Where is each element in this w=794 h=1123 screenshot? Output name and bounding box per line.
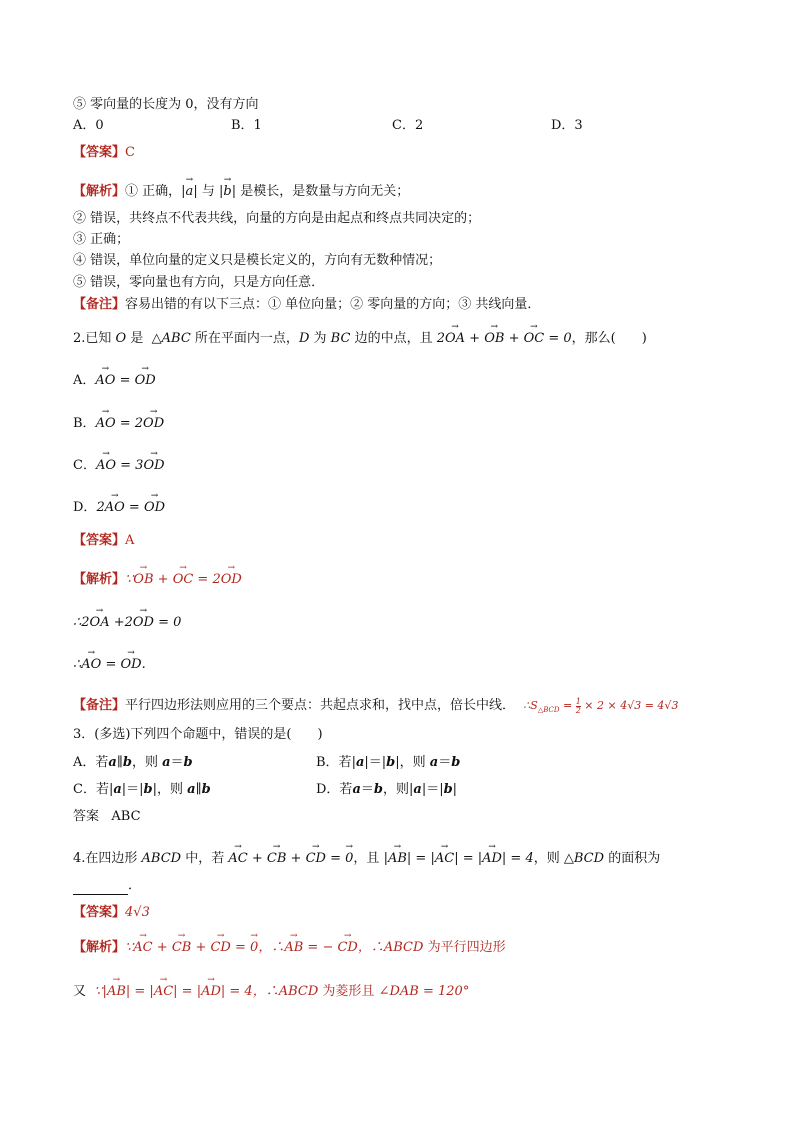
q2-option-d: D．2→ AO = → OD: [73, 499, 165, 517]
q1-option-b: B．1: [231, 118, 262, 133]
q1-analysis-line5: ⑤ 错误，零向量也有方向，只是方向任意．: [73, 275, 325, 290]
q3-option-b: B．若|a|＝|b|，则 a＝b: [316, 755, 461, 770]
q3-stem: 3．(多选)下列四个命题中，错误的是( ): [73, 727, 323, 742]
stem-text: ，那么( ): [571, 331, 647, 346]
area-formula: $\therefore S_{\triangle BCD}$ = $\frac{1}{2}$ × 2 × 4√3 = 4√3: [523, 696, 679, 715]
q1-analysis-line3: ③ 正确；: [73, 232, 130, 247]
option-label: A．若: [73, 755, 109, 770]
q2-analysis-line2: ∴2→ OA +2→ OD = 0: [73, 614, 181, 632]
q4-answer-blank: ．: [73, 877, 141, 895]
note-tag: 【备注】: [73, 698, 126, 713]
stem-text: 为: [313, 331, 327, 346]
stem-text: 4.在四边形: [73, 851, 138, 866]
q2-option-c: C．→ AO = 3→ OD: [73, 457, 165, 475]
analysis-tag: 【解析】: [73, 184, 126, 199]
option-label: B．若: [316, 755, 352, 770]
q4-analysis-line2: 又 ∵|→ AB| = |→ AC| = |→ AD| = 4，∴ABCD 为菱形且 ∠DAB = 120°: [73, 983, 469, 1001]
option-label: A．: [73, 373, 96, 388]
analysis-tag: 【解析】: [73, 940, 126, 955]
q2-analysis-line3: ∴→ AO = → OD.: [73, 656, 146, 674]
q3-option-a: A．若a∥b，则 a＝b: [73, 755, 193, 770]
q4-answer: [73, 904, 150, 922]
stem-text: 所在平面内一点，: [194, 331, 299, 346]
stem-text: 的面积为: [608, 851, 661, 866]
math-triangle-abc: △ABC: [151, 331, 191, 346]
stem-text: ，且: [353, 851, 380, 866]
math-vector-equation: 2→ OA + → OB + → OC = 0: [437, 331, 572, 346]
option-label: C．: [73, 458, 96, 473]
answer-tag: 【答案】: [73, 905, 126, 920]
math-o: O: [115, 331, 127, 346]
analysis-text: 是模长，是数量与方向无关；: [240, 184, 410, 199]
analysis-text: 为平行四边形: [427, 940, 506, 955]
stem-text: ，则: [533, 851, 560, 866]
q1-option-a: A．0: [73, 118, 104, 133]
answer-label: 答案: [73, 809, 100, 824]
stem-text: 2.已知: [73, 331, 112, 346]
answer-tag: 【答案】: [73, 145, 126, 160]
note-text: 平行四边形法则应用的三个要点：共起点求和，找中点，倍长中线．: [125, 698, 516, 713]
q4-stem: 4.在四边形 ABCD 中，若 → AC + → CB + → CD = → 0，且 |→ AB| = |→ AC| = |→ AD| = 4，则 △BCD 的面积为: [73, 850, 660, 868]
answer-value: C: [125, 145, 135, 160]
option-label: D．: [73, 500, 97, 515]
q1-option-c: C．2: [392, 118, 424, 133]
q1-item5: ⑤ 零向量的长度为 0，没有方向: [73, 97, 259, 112]
option-label: D．若: [316, 782, 353, 797]
math-bc: BC: [330, 331, 351, 346]
q1-note: [73, 296, 540, 314]
option-label: B．: [73, 416, 96, 431]
note-tag: 【备注】: [73, 297, 126, 312]
answer-value: A: [125, 533, 135, 548]
stem-text: 边的中点，且: [354, 331, 433, 346]
math-abs-a: |→ a|: [181, 184, 198, 199]
analysis-tag: 【解析】: [73, 572, 126, 587]
analysis-text: ① 正确，: [125, 184, 182, 199]
q1-option-d: D．3: [551, 118, 583, 133]
analysis-text: 与: [201, 184, 215, 199]
q1-answer: [73, 144, 135, 162]
q3-option-d: D．若a＝b，则|a|＝|b|: [316, 782, 458, 797]
q2-answer: [73, 532, 134, 550]
q1-analysis-line1: [73, 183, 409, 201]
q2-option-b: B．→ AO = 2→ OD: [73, 415, 164, 433]
answer-blank: [73, 882, 128, 895]
q4-analysis-line1: 【解析】∵→ AC + → CB + → CD = → 0，∴→ AB = − → CD，∴ABCD 为平行四边形: [73, 939, 506, 957]
option-label: C．若: [73, 782, 109, 797]
analysis-text: 为菱形且: [322, 984, 375, 999]
note-text: 容易出错的有以下三点：① 单位向量；② 零向量的方向；③ 共线向量．: [125, 297, 541, 312]
math-abs-b: |→ b|: [219, 184, 236, 199]
analysis-text: 又: [73, 984, 87, 999]
stem-text: 中，若: [185, 851, 225, 866]
q2-stem: [73, 330, 647, 348]
answer-tag: 【答案】: [73, 533, 126, 548]
stem-text: 是: [130, 331, 144, 346]
q2-option-a: A．→ AO = → OD: [73, 372, 156, 390]
q2-note: [73, 697, 678, 719]
q3-option-c: C．若|a|＝|b|，则 a∥b: [73, 782, 211, 797]
q1-analysis-line2: ② 错误，共终点不代表共线，向量的方向是由起点和终点共同决定的；: [73, 211, 481, 226]
q2-analysis-line1: 【解析】∵→ OB + → OC = 2→ OD: [73, 571, 242, 589]
q3-answer: [73, 808, 141, 826]
answer-value: 4√3: [125, 905, 150, 920]
q1-analysis-line4: ④ 错误，单位向量的定义只是模长定义的，方向有无数种情况；: [73, 253, 442, 268]
math-d: D: [298, 331, 310, 346]
answer-value: ABC: [111, 809, 141, 824]
